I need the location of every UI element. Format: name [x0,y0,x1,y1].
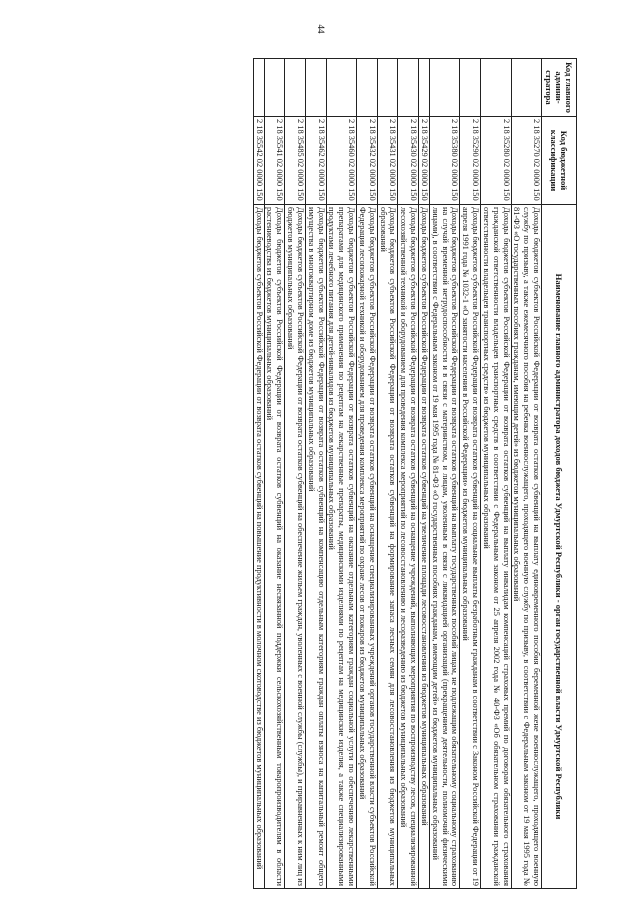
revenue-name-cell: Доходы бюджетов субъектов Российской Федерации от возврата остатков субвенций на оснащение учреждений, выполняющих мероприятия по воспроизводству лесов, специализированной лесохозяйственной техникой и оборудованием для проведения комплекса мероприятий по лесовосстановлению и лесоразведению из бюджетов муниципальных образований [398,205,419,889]
table-header-row [542,59,577,889]
revenue-name-cell: Доходы бюджетов субъектов Российской Федерации от возврата остатков субвенций на оснащение специализированных учреждений органов государственной власти субъектов Российской Федерации лесопожарной техникой и оборудованием для проведения комплекса мероприятий по охране лесов от пожаров из бюджетов муниципальных образований [357,205,378,889]
admin-code-cell [429,59,459,117]
admin-code-cell [377,59,398,117]
header-admin-code: Код главного админи- стратора [542,59,577,117]
revenue-name-cell: Доходы бюджетов субъектов Российской Федерации от возврата остатков субвенций на повышение продуктивности в молочном скотоводстве из бюджетов муниципальных образований [253,205,264,889]
budget-code-cell: 2 18 35280 02 0000 150 [481,117,511,205]
table-row [419,59,430,889]
budget-code-cell: 2 18 35460 02 0000 150 [326,117,356,205]
revenue-name-cell: Доходы бюджетов субъектов Российской Федерации от возврата остатков субвенций на обеспечение жильем граждан, уволенных с военной службы (службы), и приравненных к ним лиц из бюджетов муниципальных образований [285,205,306,889]
table-row [285,59,306,889]
revenue-name-cell: Доходы бюджетов субъектов Российской Федерации от возврата остатков субвенций на оказание несвязанной поддержки сельскохозяйственным товаропроизводителям в области растениеводства из бюджетов муниципальных образований [264,205,285,889]
revenue-name-cell: Доходы бюджетов субъектов Российской Федерации от возврата остатков субвенций на выплату инвалидам компенсаций страховых премий по договорам обязательного страхования гражданской ответственности владельцев транспортных средств в соответствии с Федеральным законом от 25 апреля 2002 года № 40-ФЗ «Об обязательном страховании гражданской ответственности владельцев транспортных средств» из бюджетов муниципальных образований [481,205,511,889]
table-row [398,59,419,889]
header-budget-code: Код бюджетной классификации [542,117,577,205]
revenue-name-cell: Доходы бюджетов субъектов Российской Федерации от возврата остатков субвенций на социальные выплаты безработным гражданам в соответствии с Законом Российской Федерации от 19 апреля 1991 года № 1032-1 «О занятости населения в Российской Федерации» из бюджетов муниципальных образований [460,205,481,889]
table-row [511,59,541,889]
budget-code-cell: 2 18 35462 02 0000 150 [305,117,326,205]
admin-code-cell [419,59,430,117]
table-row [357,59,378,889]
budget-code-cell: 2 18 35541 02 0000 150 [264,117,285,205]
admin-code-cell [357,59,378,117]
revenue-name-cell: Доходы бюджетов субъектов Российской Федерации от возврата остатков субвенций на оказание отдельным категориям граждан социальной услуги по обеспечению лекарственными препаратами для медицинского применения по рецептам на лекарственные препараты, медицинскими изделиями по рецептам на медицинские изделия, а также специализированными продуктами лечебного питания для детей-инвалидов из бюджетов муниципальных образований [326,205,356,889]
table-row [305,59,326,889]
rotated-page-content [97,58,577,888]
revenue-name-cell: Доходы бюджетов субъектов Российской Федерации от возврата остатков субвенций на выплату государственных пособий лицам, не подлежащим обязательному социальному страхованию на случай временной нетрудоспособности и в связи с материнством, и лицам, уволенным в связи с ликвидацией организаций (прекращением деятельности, полномочий физическими лицами), в соответствии с Федеральным законом от 19 мая 1995 года № 81-ФЗ «О государственных пособиях гражданам, имеющим детей» из бюджетов муниципальных образований [429,205,459,889]
revenue-name-cell: Доходы бюджетов субъектов Российской Федерации от возврата остатков субвенций на выплату единовременного пособия беременной жене военнослужащего, проходящего военную службу по призыву, а также ежемесячного пособия на ребенка военнослужащего, проходящего военную службу по призыву, в соответствии с Федеральным законом от 19 мая 1995 года № 81-ФЗ «О государственных пособиях гражданам, имеющим детей» из бюджетов муниципальных образований [511,205,541,889]
table-row [460,59,481,889]
budget-code-cell: 2 18 35430 02 0000 150 [398,117,419,205]
budget-code-cell: 2 18 35542 02 0000 150 [253,117,264,205]
admin-code-cell [285,59,306,117]
page-number: 44 [316,24,326,34]
table-row [253,59,264,889]
admin-code-cell [398,59,419,117]
table-row [326,59,356,889]
budget-code-cell: 2 18 35380 02 0000 150 [429,117,459,205]
table-row [264,59,285,889]
table-body [253,59,541,889]
revenue-administrators-table [253,58,577,889]
revenue-name-cell: Доходы бюджетов субъектов Российской Федерации от возврата остатков субвенций на увеличение площади лесовосстановления из бюджетов муниципальных образований [419,205,430,889]
admin-code-cell [460,59,481,117]
budget-code-cell: 2 18 35270 02 0000 150 [511,117,541,205]
budget-code-cell: 2 18 35432 02 0000 150 [357,117,378,205]
admin-code-cell [326,59,356,117]
table-row [377,59,398,889]
table-row [429,59,459,889]
admin-code-cell [511,59,541,117]
budget-code-cell: 2 18 35485 02 0000 150 [285,117,306,205]
revenue-name-cell: Доходы бюджетов субъектов Российской Федерации от возврата остатков субвенций на формирование запаса лесных семян для лесовосстановления из бюджетов муниципальных образований [377,205,398,889]
admin-code-cell [264,59,285,117]
admin-code-cell [253,59,264,117]
budget-code-cell: 2 18 35431 02 0000 150 [377,117,398,205]
budget-code-cell: 2 18 35429 02 0000 150 [419,117,430,205]
budget-code-cell: 2 18 35290 02 0000 150 [460,117,481,205]
admin-code-cell [481,59,511,117]
header-administrator-name: Наименование главного администратора доходов бюджета Удмуртской Республики - орган государственной власти Удмуртской Республики [542,205,577,889]
table-row [481,59,511,889]
admin-code-cell [305,59,326,117]
revenue-name-cell: Доходы бюджетов субъектов Российской Федерации от возврата остатков субвенций на компенсацию отдельным категориям граждан оплаты взноса на капитальный ремонт общего имущества в многоквартирном доме из бюджетов муниципальных образований [305,205,326,889]
